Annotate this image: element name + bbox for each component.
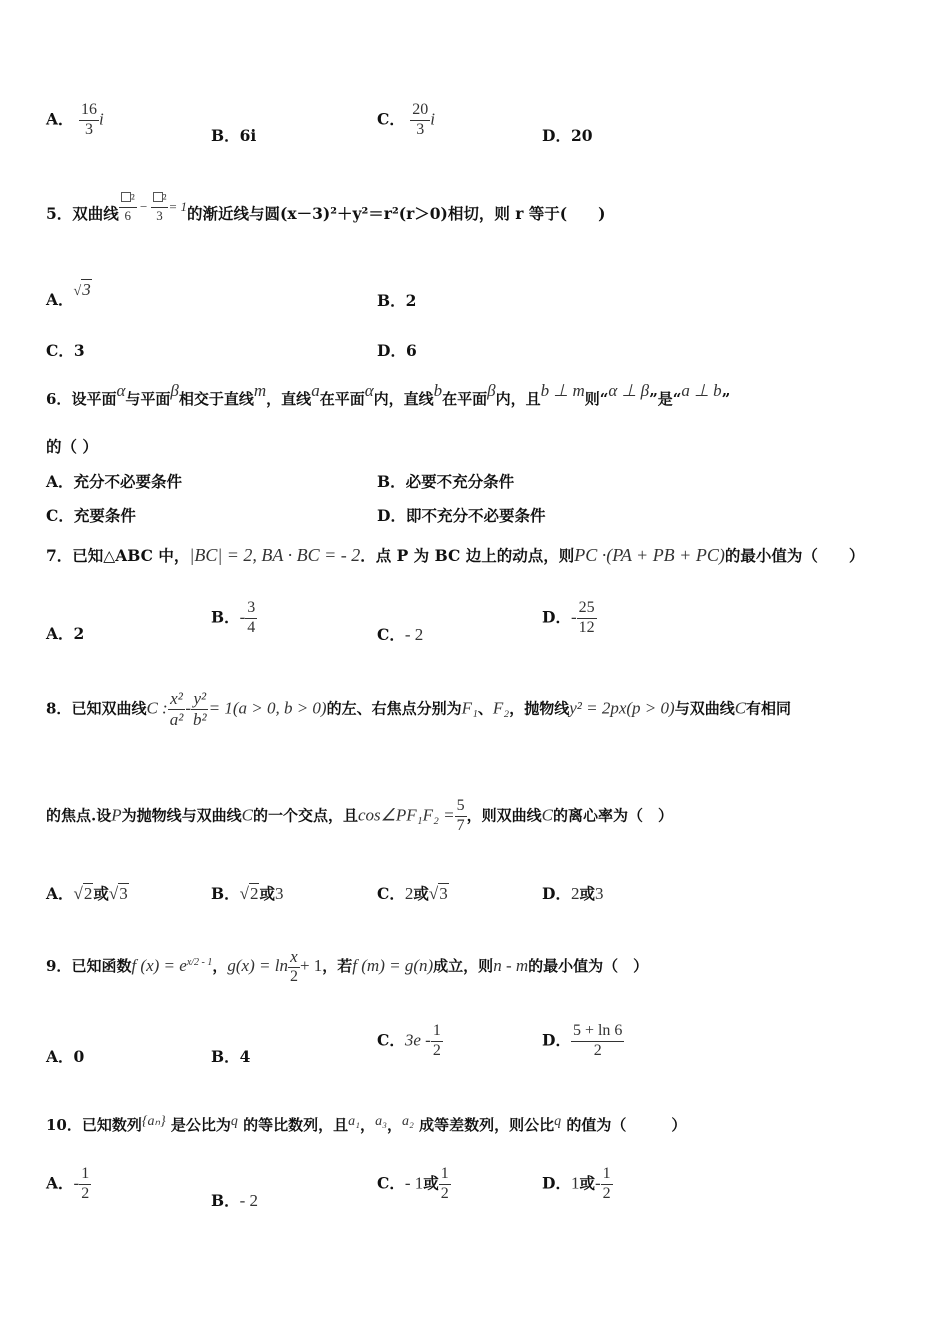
fraction: $\frac{16}{3}$ (80, 101, 97, 138)
q7-option-a: A．2 (46, 624, 85, 643)
question-number: 9． (46, 956, 72, 975)
q5-stem: 5．双曲线 $\frac{\text{²}}{6}$ − $\frac{\text{²}}{3}$ = 1的渐近线与圆(x－3)²＋y²＝r²(r＞0)相切，则 r 等于( ) (46, 191, 606, 224)
q8-option-c: C．2或√3 (377, 884, 448, 903)
q9-option-b: B．4 (211, 1047, 251, 1066)
q4-option-c: C． $\frac{20}{3}$ i (377, 101, 435, 138)
q10-option-d: D．1或- $\frac{1}{2}$ (542, 1165, 611, 1202)
q6-option-a: A．充分不必要条件 (46, 472, 183, 491)
fraction: $\frac{25}{12}$ (578, 599, 595, 636)
q4-option-d: D．20 (542, 126, 593, 145)
q8-option-a: A．√2或√3 (46, 884, 128, 903)
q6-option-b: B．必要不充分条件 (377, 472, 515, 491)
q5-option-b: B．2 (377, 291, 417, 310)
q5-option-a: A．√3 (46, 280, 91, 309)
q8-stem: 8．已知双曲线C : $\frac{\text{x²}}{\text{a²}}$ - $\frac{\text{y²}}{\text{b²}}$ = 1(a > 0, b > 0)的左、右焦点分别为F₁、F₂，抛物线y² = 2px(p > 0)与双曲线C有相同 (46, 689, 792, 729)
q5-option-c: C．3 (46, 341, 85, 360)
q6-option-c: C．充要条件 (46, 506, 136, 525)
q4-option-b: B．6i (211, 126, 257, 145)
question-number: 7． (46, 546, 73, 565)
question-number: 8． (46, 699, 72, 718)
question-number: 6． (46, 390, 72, 408)
q8-option-d: D．2或3 (542, 884, 604, 903)
question-number: 10． (46, 1116, 82, 1134)
q9-option-a: A．0 (46, 1047, 85, 1066)
q7-option-d: D．- $\frac{25}{12}$ (542, 599, 595, 636)
q6-stem-line2: 的（ ） (46, 437, 98, 456)
q10-option-c: C．- 1或 $\frac{1}{2}$ (377, 1165, 449, 1202)
hyperbola-equation-image: $\frac{\text{²}}{6}$ − $\frac{\text{²}}{3}$ = 1 (119, 196, 187, 215)
fraction: $\frac{20}{3}$ (412, 101, 429, 138)
q10-stem: 10．已知数列{aₙ} 是公比为q 的等比数列，且a₁，a₃，a₂ 成等差数列，则公比q 的值为（ ） (46, 1114, 687, 1134)
q6-option-d: D．即不充分不必要条件 (377, 506, 546, 525)
q7-stem: 7．已知△ABC 中，|BC| = 2, BA · BC = - 2．点 P 为 BC 边上的动点，则PC ·(PA + PB + PC)的最小值为（ ） (46, 545, 865, 565)
q7-option-b: B．- $\frac{3}{4}$ (211, 599, 256, 636)
q9-option-c: C．3e - $\frac{1}{2}$ (377, 1022, 441, 1059)
q10-option-a: A．- $\frac{1}{2}$ (46, 1165, 90, 1202)
q8-option-b: B．√2或3 (211, 884, 284, 903)
q6-stem: 6．设平面α与平面β相交于直线m，直线a在平面α内，直线b在平面β内，且b ⊥ m则“α ⊥ β”是“a ⊥ b” (46, 381, 731, 408)
option-label: A． (46, 109, 74, 129)
q4-option-a: A． $\frac{16}{3}$ i (46, 101, 104, 138)
q7-option-c: C．- 2 (377, 625, 424, 644)
q5-option-d: D．6 (377, 341, 417, 360)
fraction: $\frac{3}{4}$ (247, 599, 256, 636)
q8-stem-line2: 的焦点.设P为抛物线与双曲线C的一个交点，且cos∠PF₁F₂ = $\frac{5}{7}$ ，则双曲线C的离心率为（ ） (46, 797, 673, 834)
question-number: 5． (46, 204, 73, 224)
sqrt: √3 (73, 280, 91, 299)
q9-stem: 9．已知函数f $(x) = e^{x/2 - 1}$，g(x) = ln $\frac{x}{2}$ + 1，若f (m) = g(n)成立，则n - m的最小值为（ ） (46, 947, 649, 985)
q10-option-b: B．- 2 (211, 1191, 259, 1210)
q9-option-d: D． $\frac{5 + \ln 6}{2}$ (542, 1022, 623, 1059)
